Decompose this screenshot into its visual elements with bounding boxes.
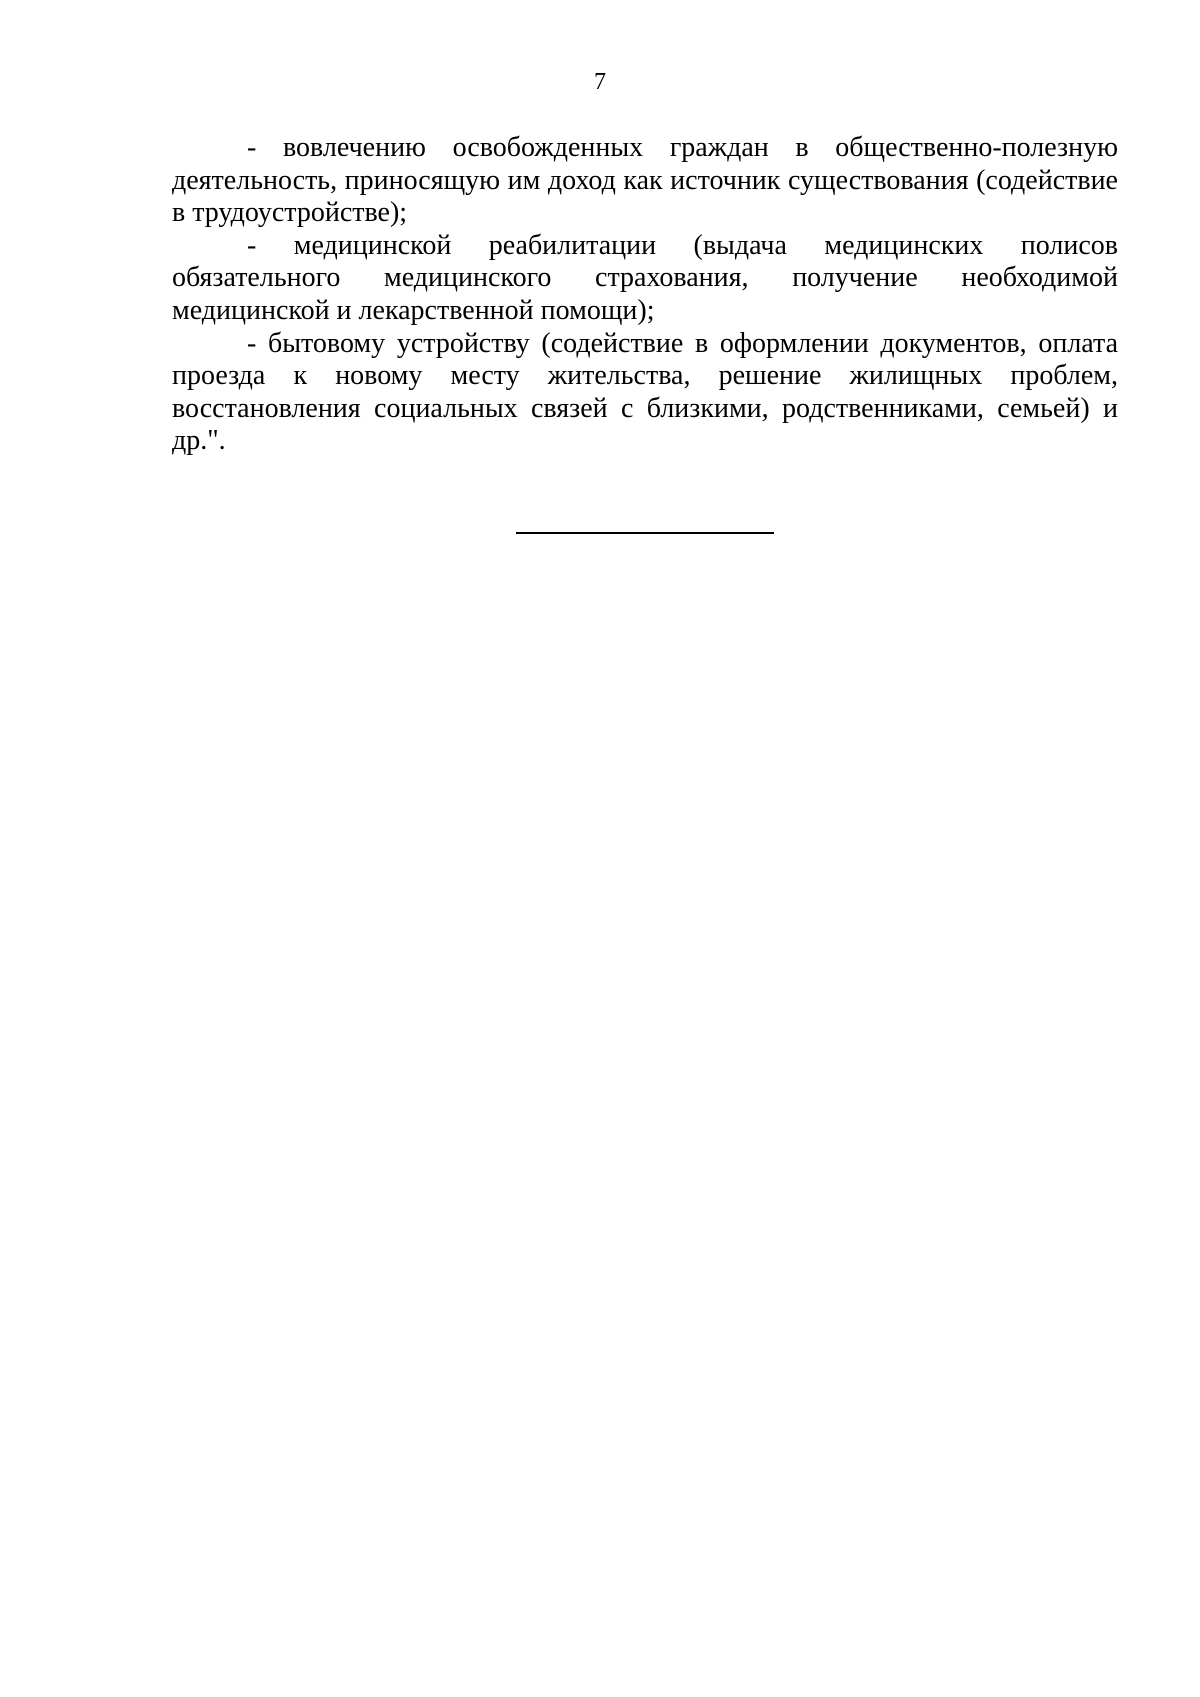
- paragraph-medical-rehabilitation: - медицинской реабилитации (выдача медицинских полисов обязательного медицинского страхования, получение необходимой медицинской и лекарственной помощи);: [172, 229, 1118, 326]
- end-separator-line: [516, 532, 774, 534]
- paragraph-household-arrangement: - бытовому устройству (содействие в оформлении документов, оплата проезда к новому месту жительства, решение жилищных проблем, восстановления социальных связей с близкими, родственниками, семьей) и др.".: [172, 327, 1118, 457]
- document-body: [172, 132, 1118, 458]
- page-number: 7: [594, 69, 606, 95]
- paragraph-employment: - вовлечению освобожденных граждан в общественно-полезную деятельность, приносящую им доход как источник существования (содействие в трудоустройстве);: [172, 132, 1118, 229]
